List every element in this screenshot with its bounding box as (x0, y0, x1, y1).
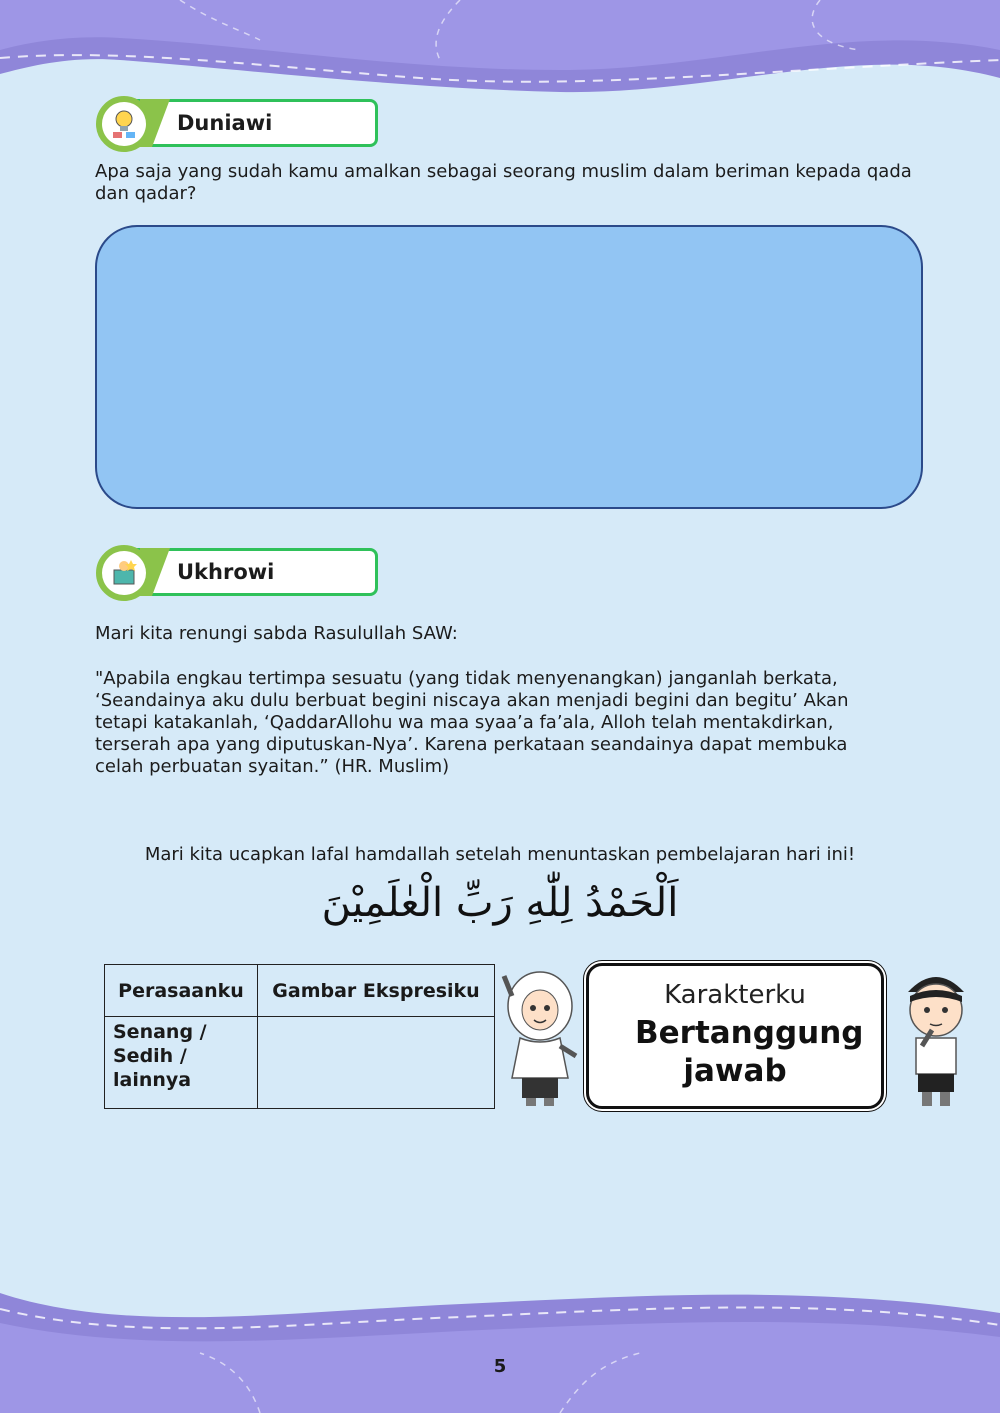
character-value: Bertanggung jawab (635, 1015, 864, 1089)
ukhrowi-badge (96, 545, 152, 601)
ukhrowi-header (96, 545, 380, 599)
expression-drawing-cell[interactable] (258, 1017, 495, 1109)
answer-textbox[interactable] (95, 225, 923, 509)
page-number: 5 (493, 1356, 507, 1377)
bottom-wave-decoration (0, 1273, 1000, 1413)
feelings-header-perasaanku: Perasaanku (105, 965, 258, 1017)
character-card (586, 963, 884, 1109)
duniawi-header (96, 96, 380, 150)
hamdalah-prompt: Mari kita ucapkan lafal hamdallah setelah menuntaskan pembelajaran hari ini! (144, 844, 856, 865)
duniawi-title: Duniawi (126, 99, 378, 147)
character-label: Karakterku (664, 980, 806, 1010)
duniawi-question: Apa saja yang sudah kamu amalkan sebagai seorang muslim dalam beriman kepada qada dan qadar? (95, 161, 912, 204)
ukhrowi-title: Ukhrowi (126, 548, 378, 596)
hadith-text: "Apabila engkau tertimpa sesuatu (yang tidak menyenangkan) janganlah berkata, ‘Seandainya aku dulu berbuat begini niscaya akan menjadi begini dan begitu’ Akan tetapi katakanlah, ‘QaddarAllohu wa maa syaa’a fa’ala, Alloh telah mentakdirkan, terserah apa yang diputuskan-Nya’. Karena perkataan seandainya dapat membuka celah perbuatan syaitan.” (HR. Muslim) (95, 668, 849, 777)
boy-character-illustration (894, 966, 978, 1108)
feelings-header-gambar: Gambar Ekspresiku (258, 965, 495, 1017)
ukhrowi-intro: Mari kita renungi sabda Rasulullah SAW: (95, 623, 458, 644)
feelings-table-row (105, 1017, 495, 1109)
feelings-table-header-row (105, 965, 495, 1017)
prayer-icon (107, 556, 141, 590)
girl-character-illustration (498, 966, 582, 1108)
feelings-table (104, 964, 495, 1109)
duniawi-badge (96, 96, 152, 152)
lightbulb-icon (107, 107, 141, 141)
feelings-options: Senang / Sedih / lainnya (105, 1017, 258, 1109)
hamdalah-arabic: اَلْحَمْدُ لِلّٰهِ رَبِّ الْعٰلَمِيْنَ (321, 880, 679, 926)
